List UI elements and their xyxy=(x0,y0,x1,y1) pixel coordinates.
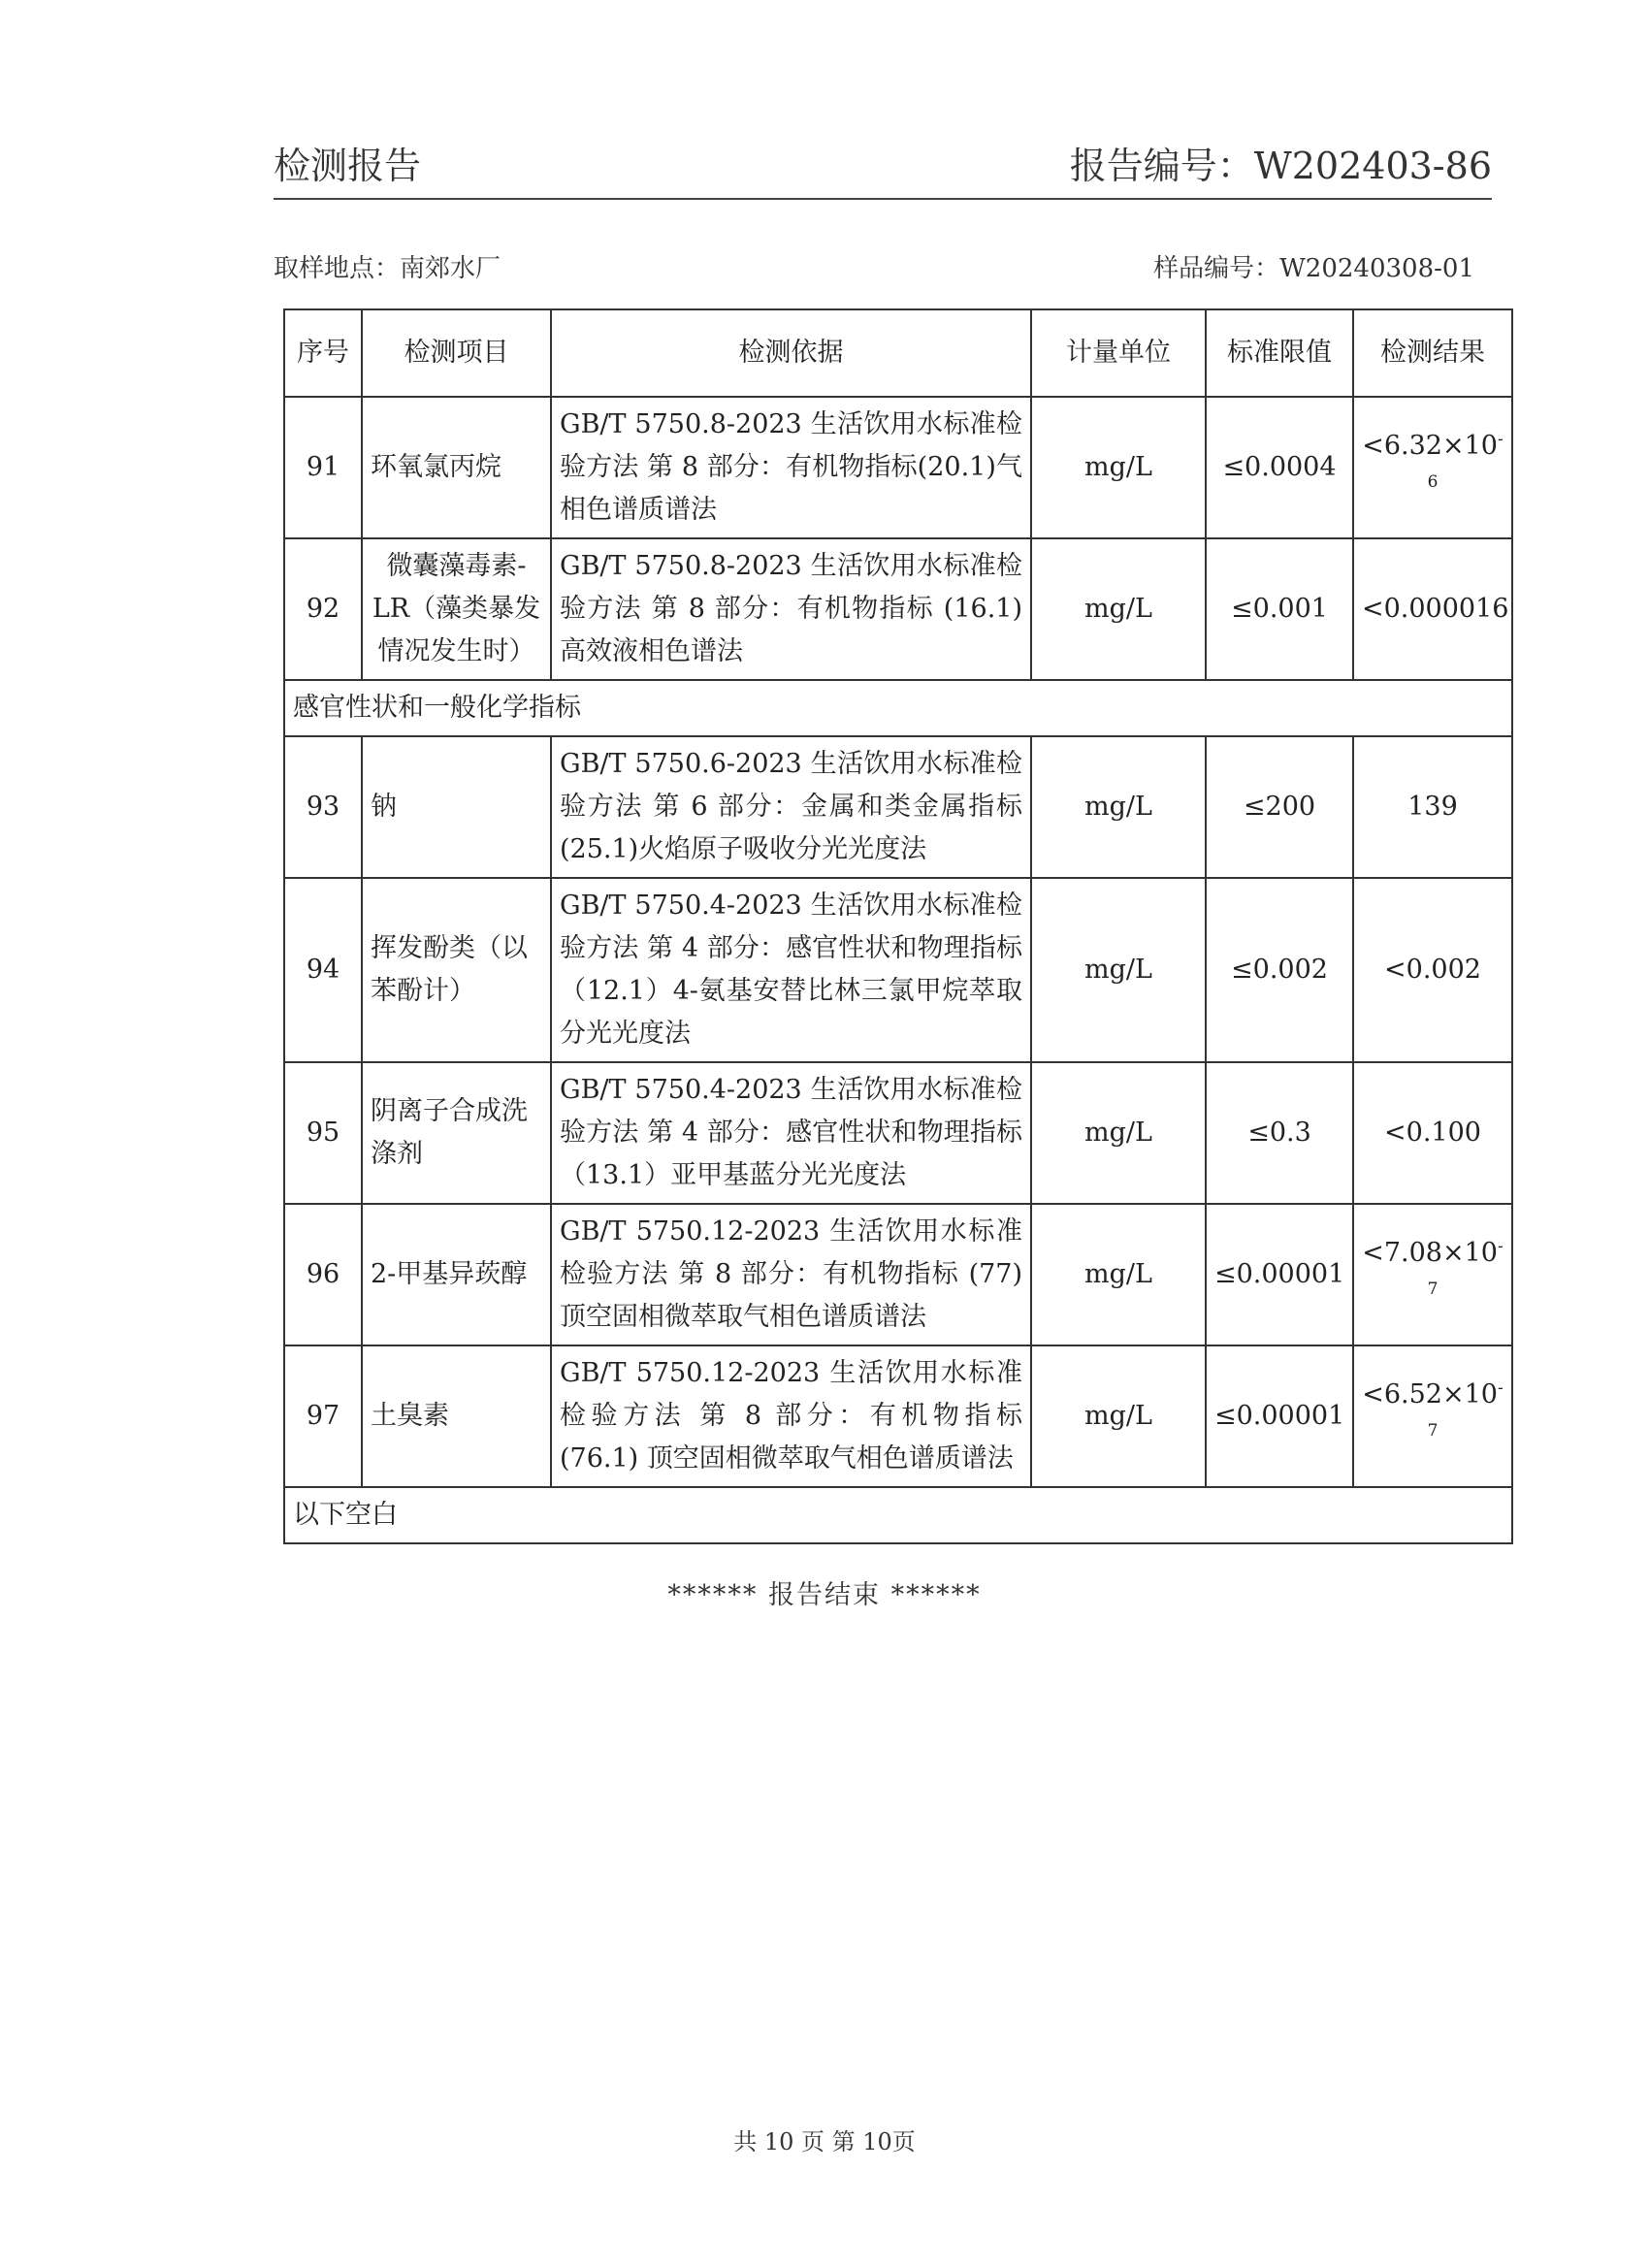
header-unit: 计量单位 xyxy=(1031,309,1206,397)
result-base: <6.52×10 xyxy=(1362,1379,1498,1409)
row-unit: mg/L xyxy=(1031,878,1206,1062)
row-limit: ≤0.00001 xyxy=(1206,1345,1353,1487)
table-row xyxy=(284,878,1512,1062)
sampling-location: 取样地点：南郊水厂 xyxy=(274,254,501,283)
report-number: 报告编号：W202403-86 xyxy=(1069,145,1492,187)
table-row xyxy=(284,1204,1512,1345)
row-result: <0.002 xyxy=(1353,878,1512,1062)
header-no: 序号 xyxy=(284,309,362,397)
row-item: 环氧氯丙烷 xyxy=(362,397,551,538)
row-unit: mg/L xyxy=(1031,1204,1206,1345)
row-no: 91 xyxy=(284,397,362,538)
table-row xyxy=(284,538,1512,680)
row-limit: ≤0.001 xyxy=(1206,538,1353,680)
row-limit: ≤200 xyxy=(1206,736,1353,878)
row-limit: ≤0.00001 xyxy=(1206,1204,1353,1345)
row-item: 阴离子合成洗涤剂 xyxy=(362,1062,551,1204)
sample-number: 样品编号：W20240308-01 xyxy=(1153,254,1474,283)
row-item: 钠 xyxy=(362,736,551,878)
section-row xyxy=(284,680,1512,736)
row-result: <0.100 xyxy=(1353,1062,1512,1204)
row-basis: GB/T 5750.12-2023 生活饮用水标准检验方法 第 8 部分：有机物指标 (77) 顶空固相微萃取气相色谱质谱法 xyxy=(551,1204,1031,1345)
row-unit: mg/L xyxy=(1031,397,1206,538)
row-unit: mg/L xyxy=(1031,1062,1206,1204)
row-result xyxy=(1353,397,1512,538)
result-base: <7.08×10 xyxy=(1362,1238,1498,1268)
row-limit: ≤0.002 xyxy=(1206,878,1353,1062)
page-number: 共 10 页 第 10页 xyxy=(733,2128,916,2155)
result-exponent: -6 xyxy=(1427,430,1504,492)
table-row xyxy=(284,397,1512,538)
row-basis: GB/T 5750.8-2023 生活饮用水标准检验方法 第 8 部分：有机物指标 (16.1) 高效液相色谱法 xyxy=(551,538,1031,680)
table-header-row xyxy=(284,309,1512,397)
table-row xyxy=(284,1062,1512,1204)
row-basis: GB/T 5750.6-2023 生活饮用水标准检验方法 第 6 部分：金属和类金属指标(25.1)火焰原子吸收分光光度法 xyxy=(551,736,1031,878)
header-limit: 标准限值 xyxy=(1206,309,1353,397)
row-no: 97 xyxy=(284,1345,362,1487)
row-result xyxy=(1353,1345,1512,1487)
blank-below-note: 以下空白 xyxy=(284,1487,1512,1543)
row-result: <0.000016 xyxy=(1353,538,1512,680)
row-no: 93 xyxy=(284,736,362,878)
row-result: 139 xyxy=(1353,736,1512,878)
tail-row xyxy=(284,1487,1512,1543)
row-basis: GB/T 5750.12-2023 生活饮用水标准检验方法 第 8 部分：有机物指标 (76.1) 顶空固相微萃取气相色谱质谱法 xyxy=(551,1345,1031,1487)
row-basis: GB/T 5750.8-2023 生活饮用水标准检验方法 第 8 部分：有机物指标(20.1)气相色谱质谱法 xyxy=(551,397,1031,538)
header-result: 检测结果 xyxy=(1353,309,1512,397)
row-item: 2-甲基异莰醇 xyxy=(362,1204,551,1345)
header-item: 检测项目 xyxy=(362,309,551,397)
table-row xyxy=(284,736,1512,878)
row-no: 96 xyxy=(284,1204,362,1345)
row-limit: ≤0.0004 xyxy=(1206,397,1353,538)
header-basis: 检测依据 xyxy=(551,309,1031,397)
row-item: 土臭素 xyxy=(362,1345,551,1487)
header-divider xyxy=(274,198,1492,200)
result-base: <6.32×10 xyxy=(1362,431,1498,461)
document-title: 检测报告 xyxy=(274,145,422,187)
row-unit: mg/L xyxy=(1031,538,1206,680)
row-result xyxy=(1353,1204,1512,1345)
row-unit: mg/L xyxy=(1031,736,1206,878)
table-row xyxy=(284,1345,1512,1487)
row-basis: GB/T 5750.4-2023 生活饮用水标准检验方法 第 4 部分：感官性状和物理指标 （12.1）4-氨基安替比林三氯甲烷萃取分光光度法 xyxy=(551,878,1031,1062)
row-item: 挥发酚类（以苯酚计） xyxy=(362,878,551,1062)
result-exponent: -7 xyxy=(1427,1237,1504,1299)
row-no: 92 xyxy=(284,538,362,680)
row-unit: mg/L xyxy=(1031,1345,1206,1487)
row-no: 95 xyxy=(284,1062,362,1204)
row-item: 微囊藻毒素-LR（藻类暴发情况发生时） xyxy=(362,538,551,680)
results-table xyxy=(283,308,1513,1544)
result-exponent: -7 xyxy=(1427,1378,1504,1441)
row-limit: ≤0.3 xyxy=(1206,1062,1353,1204)
row-no: 94 xyxy=(284,878,362,1062)
report-end-marker: ****** 报告结束 ****** xyxy=(667,1580,982,1610)
section-title: 感官性状和一般化学指标 xyxy=(284,680,1512,736)
row-basis: GB/T 5750.4-2023 生活饮用水标准检验方法 第 4 部分：感官性状和物理指标（13.1）亚甲基蓝分光光度法 xyxy=(551,1062,1031,1204)
